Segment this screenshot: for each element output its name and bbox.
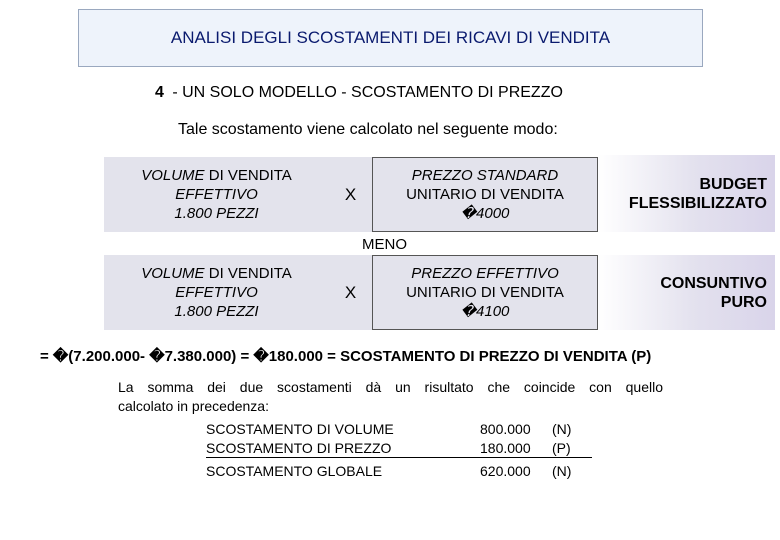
standard-price-box — [372, 157, 598, 232]
summary-sign: (N) — [552, 463, 572, 479]
volume-label-rest: DI VENDITA — [204, 265, 292, 282]
paragraph-line-1: La somma dei due scostamenti dà un risultato che coincide con quello — [118, 379, 663, 395]
price-value: �4000 — [460, 205, 510, 222]
volume-effective-label: EFFETTIVO — [175, 186, 258, 203]
subtitle-text: - UN SOLO MODELLO - SCOSTAMENTO DI PREZZO — [167, 84, 563, 101]
price-line-2: UNITARIO DI VENDITA — [406, 186, 564, 203]
summary-row — [206, 420, 592, 439]
volume-quantity: 1.800 PEZZI — [174, 303, 259, 320]
result-line-1: CONSUNTIVO — [660, 274, 767, 292]
section-subtitle — [155, 84, 563, 102]
volume-quantity: 1.800 PEZZI — [174, 205, 259, 222]
bullet-number: 4 — [155, 84, 164, 101]
summary-label: SCOSTAMENTO DI PREZZO — [206, 439, 480, 458]
page-title: ANALISI DEGLI SCOSTAMENTI DEI RICAVI DI VENDITA — [170, 28, 611, 47]
summary-value: 180.000 — [480, 439, 552, 458]
result-line-2: PURO — [720, 293, 767, 311]
operator-text: X — [344, 283, 357, 302]
operator-text: X — [344, 185, 357, 204]
price-line-2: UNITARIO DI VENDITA — [406, 284, 564, 301]
variance-summary-table — [206, 420, 592, 481]
volume-label-italic: VOLUME — [141, 265, 205, 282]
multiply-operator-1 — [329, 157, 372, 232]
budget-result-box — [598, 155, 775, 232]
result-line-2: FLESSIBILIZZATO — [628, 194, 767, 212]
multiply-operator-2 — [329, 255, 372, 330]
volume-effective-label: EFFETTIVO — [175, 284, 258, 301]
volume-label-italic: VOLUME — [141, 167, 205, 184]
price-value: �4100 — [460, 303, 510, 320]
result-line-1: BUDGET — [699, 175, 767, 193]
actual-price-box — [372, 255, 598, 330]
paragraph-line-2: calcolato in precedenza: — [118, 398, 269, 414]
summary-label: SCOSTAMENTO DI VOLUME — [206, 421, 394, 437]
price-line-1: PREZZO STANDARD — [411, 167, 559, 184]
price-variance-formula: = �(7.200.000- �7.380.000) = �180.000 = SCOSTAMENTO DI PREZZO DI VENDITA (P) — [40, 348, 652, 365]
summary-row — [206, 439, 592, 458]
page-title-box — [78, 9, 703, 67]
volume-box-1 — [104, 157, 329, 232]
summary-sign: (N) — [552, 421, 572, 437]
actual-result-box — [598, 255, 775, 330]
summary-value: 620.000 — [480, 463, 531, 479]
summary-value: 800.000 — [480, 421, 531, 437]
intro-text: Tale scostamento viene calcolato nel seguente modo: — [178, 121, 558, 138]
volume-box-2 — [104, 255, 329, 330]
price-line-1: PREZZO EFFETTIVO — [411, 265, 559, 282]
explanation-paragraph — [118, 378, 663, 416]
summary-label: SCOSTAMENTO GLOBALE — [206, 463, 383, 479]
volume-label-rest: DI VENDITA — [204, 167, 292, 184]
summary-sign: (P) — [552, 439, 592, 458]
summary-row — [206, 462, 592, 481]
minus-label: MENO — [362, 236, 407, 253]
